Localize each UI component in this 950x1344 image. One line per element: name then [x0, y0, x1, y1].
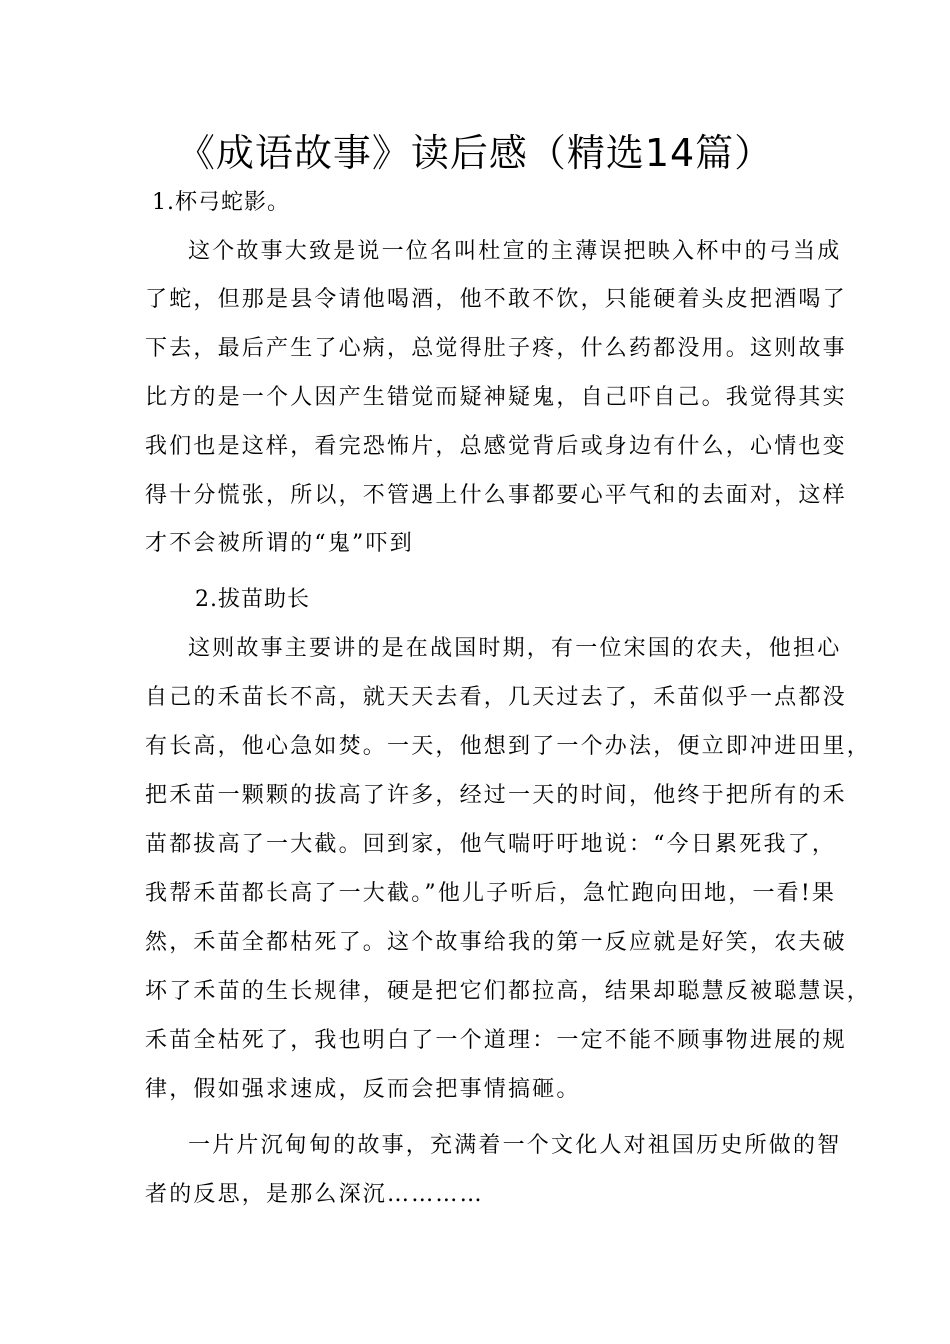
paragraph-line: 禾苗全枯死了，我也明白了一个道理：一定不能不顾事物进展的规	[145, 1028, 847, 1053]
paragraph-line: 这个故事大致是说一位名叫杜宣的主薄误把映入杯中的弓当成	[188, 239, 842, 264]
paragraph-line: 苗都拔高了一大截。回到家，他气喘吁吁地说：“今日累死我了，	[145, 832, 837, 857]
paragraph-line: 然，禾苗全都枯死了。这个故事给我的第一反应就是好笑，农夫破	[145, 930, 847, 955]
paragraph-line: 自己的禾苗长不高，就天天去看，几天过去了，禾苗似乎一点都没	[145, 685, 847, 710]
paragraph-line: 比方的是一个人因产生错觉而疑神疑鬼，自己吓自己。我觉得其实	[145, 385, 847, 410]
document-title: 《成语故事》读后感（精选14篇）	[176, 131, 774, 175]
section-1-heading: 1.杯弓蛇影。	[152, 190, 290, 215]
paragraph-line: 坏了禾苗的生长规律，硬是把它们都拉高，结果却聪慧反被聪慧误，	[145, 979, 872, 1004]
paragraph-line: 这则故事主要讲的是在战国时期，有一位宋国的农夫，他担心	[188, 636, 842, 661]
paragraph-line: 把禾苗一颗颗的拔高了许多，经过一天的时间，他终于把所有的禾	[145, 783, 847, 808]
paragraph-line: 有长高，他心急如焚。一天，他想到了一个办法，便立即冲进田里，	[145, 734, 872, 759]
paragraph-line: 我帮禾苗都长高了一大截。”他儿子听后，急忙跑向田地，一看!果	[145, 881, 837, 906]
section-2-heading: 2.拔苗助长	[195, 587, 310, 612]
paragraph-line: 下去，最后产生了心病，总觉得肚子疼，什么药都没用。这则故事	[145, 336, 847, 361]
paragraph-line: 才不会被所谓的“鬼”吓到	[145, 531, 414, 556]
paragraph-line: 我们也是这样，看完恐怖片，总感觉背后或身边有什么，心情也变	[145, 434, 847, 459]
paragraph-line: 一片片沉甸甸的故事，充满着一个文化人对祖国历史所做的智	[188, 1133, 842, 1158]
paragraph-line: 者的反思，是那么深沉…………	[145, 1182, 484, 1207]
paragraph-line: 律，假如强求速成，反而会把事情搞砸。	[145, 1077, 581, 1102]
paragraph-line: 得十分慌张，所以，不管遇上什么事都要心平气和的去面对，这样	[145, 483, 847, 508]
paragraph-line: 了蛇，但那是县令请他喝酒，他不敢不饮，只能硬着头皮把酒喝了	[145, 287, 847, 312]
